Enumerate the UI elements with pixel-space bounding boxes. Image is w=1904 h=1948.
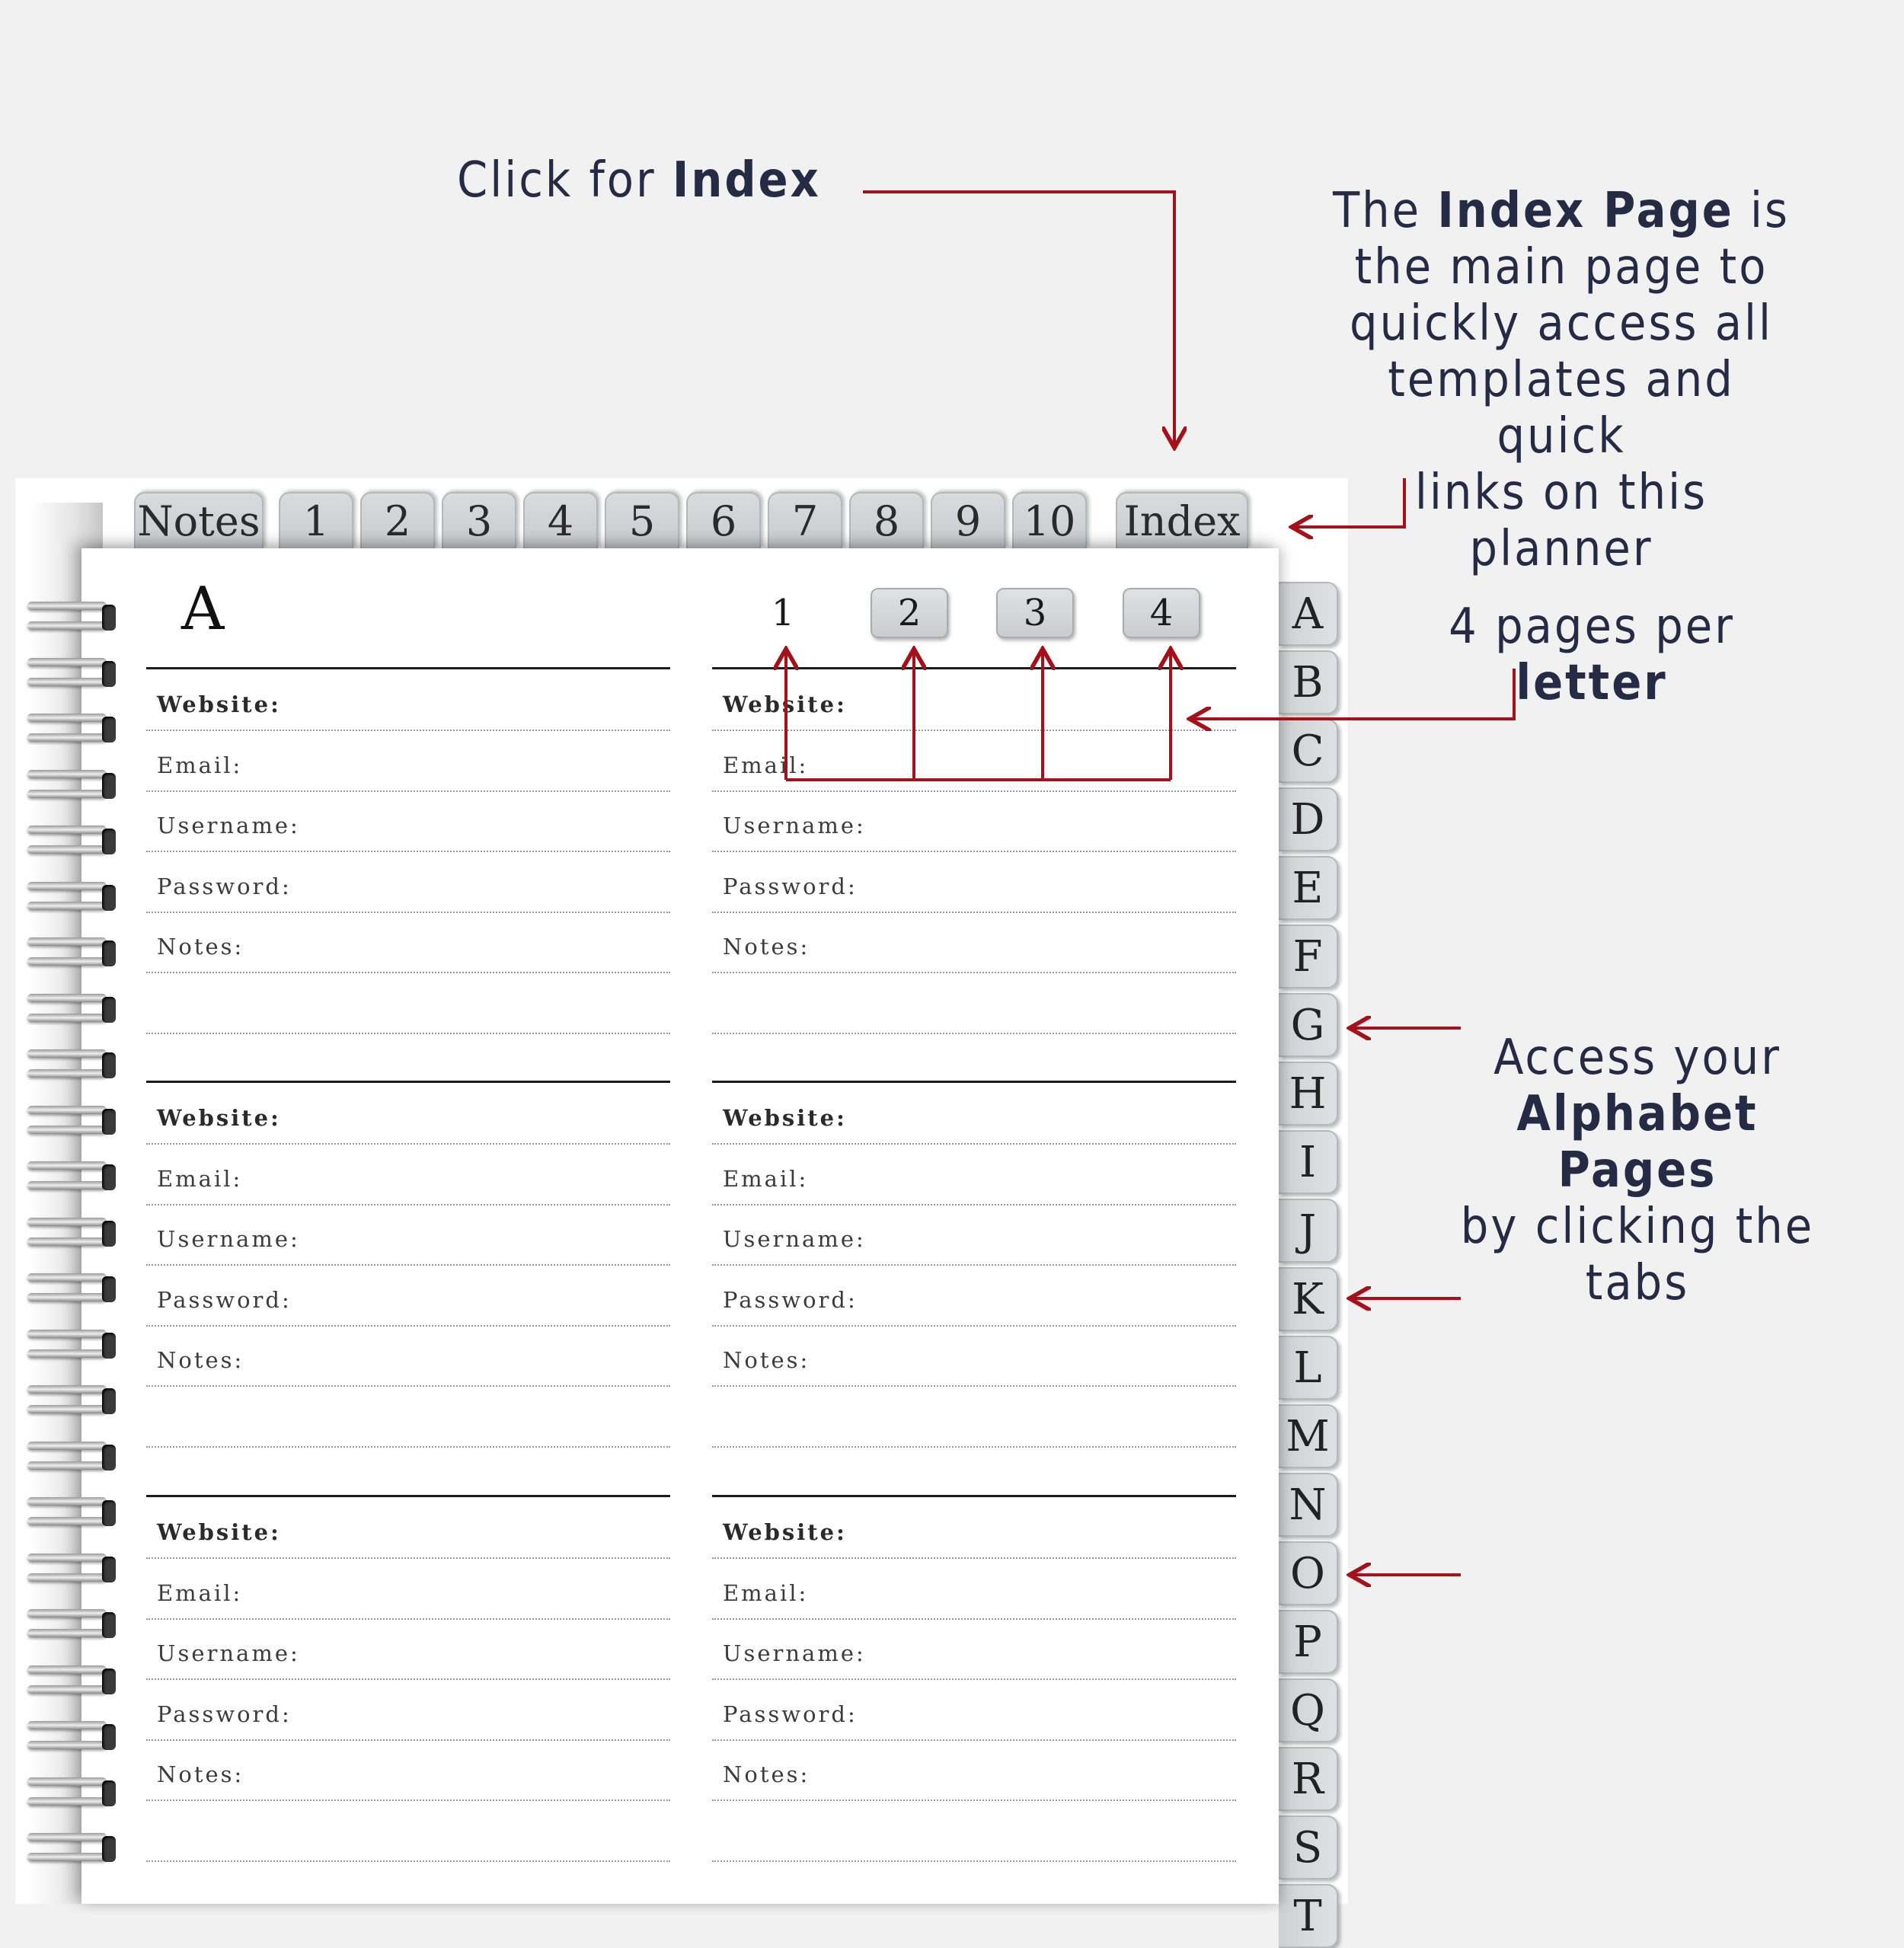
tab-9[interactable]: 9 <box>931 492 1005 548</box>
field-line-username[interactable] <box>712 851 1236 852</box>
index-desc-line-2: the main page to <box>1354 239 1768 295</box>
letter-tab-c[interactable]: C <box>1279 719 1338 783</box>
spiral-ring <box>27 934 119 971</box>
field-line-email[interactable] <box>712 790 1236 792</box>
field-label-email: Email: <box>157 752 243 778</box>
field-label-notes: Notes: <box>723 1761 810 1788</box>
field-label-email: Email: <box>157 1165 243 1192</box>
notes-extra-line[interactable] <box>146 1033 670 1034</box>
tab-5[interactable]: 5 <box>605 492 679 548</box>
notes-extra-line[interactable] <box>712 1033 1236 1034</box>
field-label-username: Username: <box>723 1226 866 1253</box>
field-label-username: Username: <box>723 813 866 839</box>
entry-divider <box>146 667 670 669</box>
alphabet-hint-line-3: by clicking the <box>1460 1199 1815 1255</box>
arrow-to-index-tab-from-text <box>863 192 1174 445</box>
spiral-ring <box>27 1046 119 1083</box>
field-line-website[interactable] <box>712 1143 1236 1145</box>
field-line-website[interactable] <box>146 1557 670 1559</box>
notes-extra-line[interactable] <box>712 1446 1236 1448</box>
letter-tab-d[interactable]: D <box>1279 787 1338 851</box>
tab-notes[interactable]: Notes <box>134 492 264 548</box>
field-line-password[interactable] <box>712 1739 1236 1741</box>
entry-divider <box>712 1081 1236 1083</box>
field-label-website: Website: <box>157 691 281 717</box>
letter-tab-l[interactable]: L <box>1279 1336 1338 1400</box>
field-label-email: Email: <box>157 1579 243 1606</box>
field-label-notes: Notes: <box>723 934 810 960</box>
field-line-username[interactable] <box>146 1678 670 1680</box>
entry-divider <box>712 1495 1236 1497</box>
spiral-ring <box>27 767 119 803</box>
pages-per-letter-bold: letter <box>1516 655 1668 711</box>
field-label-username: Username: <box>723 1640 866 1667</box>
index-desc-suffix: is <box>1733 183 1791 239</box>
field-label-password: Password: <box>723 873 858 899</box>
field-label-notes: Notes: <box>157 934 244 960</box>
field-label-website: Website: <box>723 1519 847 1545</box>
spiral-ring <box>27 1215 119 1251</box>
field-label-notes: Notes: <box>157 1761 244 1788</box>
field-line-website[interactable] <box>712 730 1236 731</box>
letter-tab-r[interactable]: R <box>1279 1747 1338 1811</box>
index-desc-line-4: templates and quick <box>1388 352 1735 465</box>
tab-7[interactable]: 7 <box>768 492 842 548</box>
field-line-username[interactable] <box>146 851 670 852</box>
entry-divider <box>712 667 1236 669</box>
field-line-email[interactable] <box>146 790 670 792</box>
letter-tab-k[interactable]: K <box>1279 1267 1338 1331</box>
page-letter-heading: A <box>181 575 225 643</box>
spiral-ring <box>27 1718 119 1755</box>
field-line-notes[interactable] <box>712 1800 1236 1801</box>
field-line-notes[interactable] <box>146 1800 670 1801</box>
field-line-username[interactable] <box>712 1264 1236 1266</box>
letter-tab-i[interactable]: I <box>1279 1130 1338 1194</box>
letter-tab-s[interactable]: S <box>1279 1815 1338 1879</box>
field-line-website[interactable] <box>146 730 670 731</box>
field-label-password: Password: <box>157 873 292 899</box>
field-line-notes[interactable] <box>712 972 1236 973</box>
spiral-ring <box>27 1494 119 1531</box>
page-number-3-button[interactable]: 3 <box>996 588 1074 638</box>
letter-tab-b[interactable]: B <box>1279 650 1338 714</box>
letter-tab-n[interactable]: N <box>1279 1473 1338 1537</box>
notes-extra-line[interactable] <box>712 1860 1236 1862</box>
letter-tab-f[interactable]: F <box>1279 925 1338 988</box>
spiral-ring <box>27 1270 119 1307</box>
pages-per-letter-prefix: 4 pages per <box>1449 599 1735 655</box>
field-line-password[interactable] <box>146 1325 670 1327</box>
field-label-username: Username: <box>157 813 300 839</box>
spiral-ring <box>27 1103 119 1139</box>
notes-extra-line[interactable] <box>146 1860 670 1862</box>
letter-tab-h[interactable]: H <box>1279 1062 1338 1126</box>
tab-3[interactable]: 3 <box>442 492 516 548</box>
spiral-ring <box>27 655 119 691</box>
letter-tab-p[interactable]: P <box>1279 1610 1338 1674</box>
letter-tab-g[interactable]: G <box>1279 993 1338 1057</box>
tab-1[interactable]: 1 <box>279 492 353 548</box>
letter-tab-j[interactable]: J <box>1279 1199 1338 1263</box>
field-label-email: Email: <box>723 752 809 778</box>
field-label-notes: Notes: <box>723 1347 810 1374</box>
index-desc-line-1 <box>1318 183 1805 239</box>
index-desc-bold: Index Page <box>1437 183 1734 239</box>
spiral-ring <box>27 1158 119 1195</box>
field-line-website[interactable] <box>712 1557 1236 1559</box>
field-line-notes[interactable] <box>146 972 670 973</box>
tab-2[interactable]: 2 <box>360 492 435 548</box>
field-label-password: Password: <box>723 1701 858 1727</box>
index-hint-prefix: Click for <box>457 152 672 209</box>
field-label-email: Email: <box>723 1579 809 1606</box>
alphabet-hint-line-4: tabs <box>1585 1255 1690 1311</box>
field-label-username: Username: <box>157 1640 300 1667</box>
tab-index[interactable]: Index <box>1116 492 1248 548</box>
alphabet-hint-line-1: Access your <box>1493 1030 1781 1086</box>
index-desc-line-3: quickly access all <box>1350 295 1773 352</box>
field-line-email[interactable] <box>712 1204 1236 1206</box>
index-desc-line-5: links on this planner <box>1414 465 1708 577</box>
spiral-ring <box>27 991 119 1027</box>
letter-tab-e[interactable]: E <box>1279 856 1338 920</box>
notes-extra-line[interactable] <box>146 1446 670 1448</box>
field-label-password: Password: <box>157 1701 292 1727</box>
field-line-email[interactable] <box>712 1618 1236 1620</box>
letter-tab-m[interactable]: M <box>1279 1404 1338 1468</box>
spiral-ring <box>27 1830 119 1867</box>
field-label-website: Website: <box>723 691 847 717</box>
spiral-ring <box>27 822 119 859</box>
field-label-password: Password: <box>157 1286 292 1313</box>
tab-8[interactable]: 8 <box>849 492 924 548</box>
field-label-notes: Notes: <box>157 1347 244 1374</box>
field-line-username[interactable] <box>146 1264 670 1266</box>
letter-tab-t[interactable]: T <box>1279 1884 1338 1948</box>
field-line-website[interactable] <box>146 1143 670 1145</box>
spiral-ring <box>27 599 119 635</box>
spiral-ring <box>27 1774 119 1811</box>
letter-tab-o[interactable]: O <box>1279 1541 1338 1605</box>
spiral-ring <box>27 1439 119 1475</box>
field-label-website: Website: <box>723 1105 847 1131</box>
page-number-1-current: 1 <box>771 592 795 634</box>
spiral-ring <box>27 711 119 747</box>
alphabet-pages-hint <box>1432 1030 1843 1311</box>
tab-10[interactable]: 10 <box>1012 492 1087 548</box>
index-desc-prefix: The <box>1332 183 1438 239</box>
field-label-website: Website: <box>157 1105 281 1131</box>
alphabet-hint-bold: Alphabet Pages <box>1516 1086 1759 1199</box>
field-label-website: Website: <box>157 1519 281 1545</box>
spiral-ring <box>27 1327 119 1363</box>
index-page-description <box>1318 183 1805 577</box>
page-number-2-button[interactable]: 2 <box>871 588 948 638</box>
index-hint-bold: Index <box>672 152 821 209</box>
spiral-ring <box>27 1662 119 1699</box>
spiral-ring <box>27 1382 119 1419</box>
field-label-username: Username: <box>157 1226 300 1253</box>
field-line-email[interactable] <box>146 1204 670 1206</box>
entry-divider <box>146 1495 670 1497</box>
letter-tab-a[interactable]: A <box>1279 582 1338 646</box>
field-line-notes[interactable] <box>146 1385 670 1387</box>
tab-6[interactable]: 6 <box>686 492 761 548</box>
index-hint-text <box>457 152 853 209</box>
field-line-password[interactable] <box>146 1739 670 1741</box>
field-label-email: Email: <box>723 1165 809 1192</box>
field-line-username[interactable] <box>712 1678 1236 1680</box>
spiral-ring <box>27 879 119 915</box>
letter-tab-q[interactable]: Q <box>1279 1678 1338 1742</box>
field-line-password[interactable] <box>712 1325 1236 1327</box>
field-label-password: Password: <box>723 1286 858 1313</box>
alphabet-hint-line-2 <box>1432 1086 1843 1199</box>
field-line-password[interactable] <box>146 912 670 913</box>
field-line-notes[interactable] <box>712 1385 1236 1387</box>
spiral-ring <box>27 1550 119 1587</box>
page-number-4-button[interactable]: 4 <box>1123 588 1200 638</box>
spiral-ring <box>27 1606 119 1643</box>
entry-divider <box>146 1081 670 1083</box>
pages-per-letter-text <box>1386 599 1797 711</box>
tab-4[interactable]: 4 <box>523 492 598 548</box>
field-line-password[interactable] <box>712 912 1236 913</box>
field-line-email[interactable] <box>146 1618 670 1620</box>
